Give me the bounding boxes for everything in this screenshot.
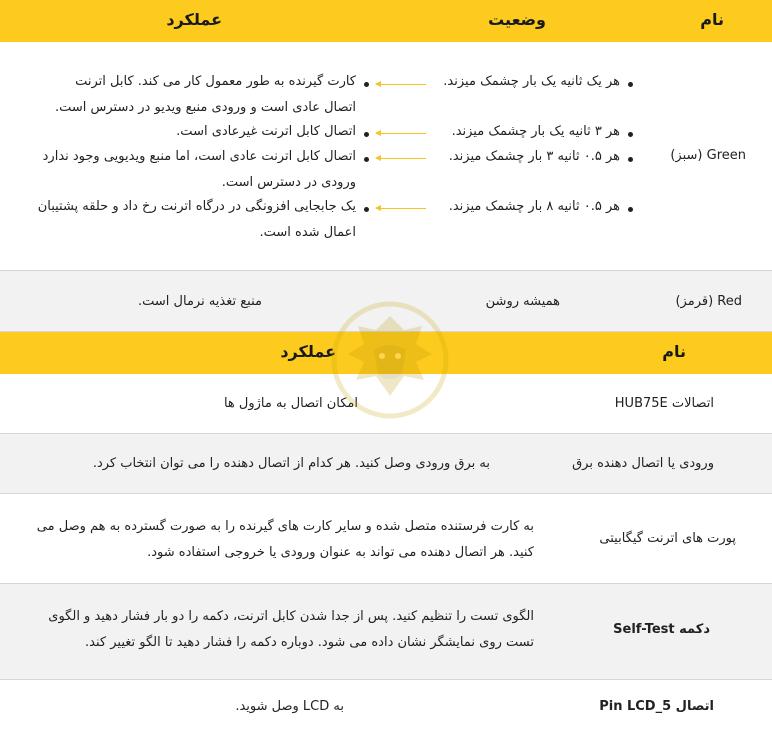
function-text: اتصال کابل اترنت عادی است، اما منبع ویدیویی وجود ندارد: [42, 149, 356, 164]
function-text: اعمال شده است.: [259, 225, 356, 240]
led-name-green: Green (سبز): [670, 148, 746, 163]
status-text: هر یک ثانیه یک بار چشمک میزند.: [443, 74, 620, 89]
component-name: پورت های اترنت گیگابیتی: [599, 531, 736, 546]
table1-header-name: نام: [700, 10, 724, 29]
led-name-red: Red (قرمز): [675, 294, 742, 309]
function-text: اتصال عادی است و ورودی منبع ویدیو در دسترس است.: [54, 100, 356, 115]
function-text: ورودی در دسترس است.: [221, 175, 356, 190]
function-bullet: [364, 82, 369, 87]
function-bullet: [364, 157, 369, 162]
arrow-icon: [376, 84, 426, 85]
component-name: اتصال Pin LCD_5: [599, 699, 714, 714]
function-bullet: [364, 207, 369, 212]
function-text: کارت گیرنده به طور معمول کار می کند. کابل اترنت: [75, 74, 356, 89]
function-text: به برق ورودی وصل کنید. هر کدام از اتصال دهنده را می توان انتخاب کرد.: [92, 456, 490, 471]
function-text: منبع تغذیه نرمال است.: [138, 294, 262, 309]
status-text: همیشه روشن: [485, 294, 560, 309]
function-text: یک جابجایی افزونگی در درگاه اترنت رخ داد و حلقه پشتیبان: [37, 199, 356, 214]
status-bullet: [628, 207, 633, 212]
function-text: تست روی نمایشگر نشان داده می شود. دوباره دکمه را فشار دهید تا الگو تغییر کند.: [85, 635, 534, 650]
function-bullet: [364, 132, 369, 137]
lion-logo-watermark-icon: [330, 300, 450, 420]
table1-header: [0, 0, 772, 42]
status-text: هر ۳ ثانیه یک بار چشمک میزند.: [451, 124, 620, 139]
function-text: به LCD وصل شوید.: [235, 699, 344, 714]
status-text: هر ۰.۵ ثانیه ۸ بار چشمک میزند.: [448, 199, 620, 214]
table2-row-self-test: [0, 584, 772, 680]
arrow-icon: [376, 133, 426, 134]
component-name: اتصالات HUB75E: [614, 396, 714, 411]
component-name: ورودی یا اتصال دهنده برق: [572, 456, 714, 471]
function-text: اتصال کابل اترنت غیرعادی است.: [176, 124, 356, 139]
table1-row-green: [0, 42, 772, 271]
table1-header-function: عملکرد: [166, 10, 222, 29]
function-text: به کارت فرستنده متصل شده و سایر کارت های گیرنده را به صورت گسترده به هم وصل می: [36, 519, 534, 534]
table1-header-status: وضعیت: [488, 10, 546, 29]
arrow-icon: [376, 158, 426, 159]
function-text: امکان اتصال به ماژول ها: [223, 396, 358, 411]
table2-row-power-input: [0, 434, 772, 494]
status-bullet: [628, 132, 633, 137]
function-text: کنید. هر اتصال دهنده می تواند به عنوان ورودی یا خروجی استفاده شود.: [147, 545, 534, 560]
table2-header-name: نام: [662, 342, 686, 361]
table2-header-function: عملکرد: [280, 342, 336, 361]
status-bullet: [628, 82, 633, 87]
function-text: الگوی تست را تنظیم کنید. پس از جدا شدن کابل اترنت، دکمه را دو بار فشار دهید و الگوی: [48, 609, 534, 624]
table2-row-lcd-pin: [0, 680, 772, 735]
status-text: هر ۰.۵ ثانیه ۳ بار چشمک میزند.: [448, 149, 620, 164]
table2-row-gigabit-ethernet: [0, 494, 772, 584]
component-name: دکمه Self-Test: [613, 622, 710, 637]
status-bullet: [628, 157, 633, 162]
arrow-icon: [376, 208, 426, 209]
